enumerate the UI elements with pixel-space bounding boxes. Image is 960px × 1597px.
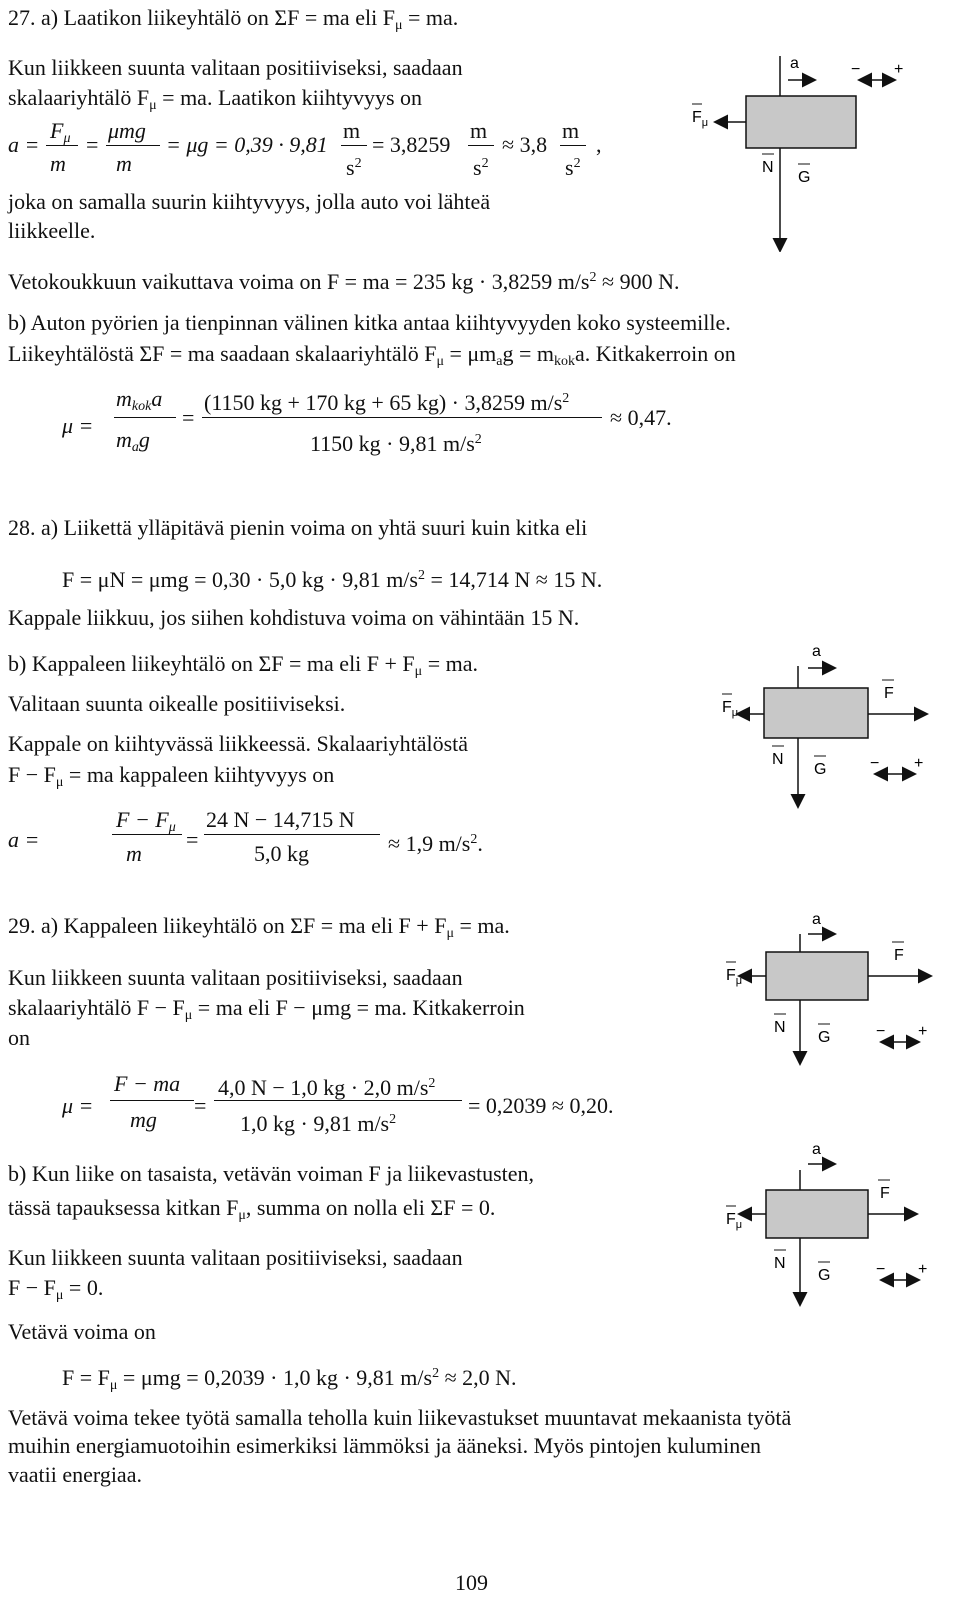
minus-sign: − <box>851 61 861 78</box>
acceleration-label: a <box>790 55 799 72</box>
p28-line2: F = μN = μmg = 0,30 · 5,0 kg · 9,81 $m/s^2 = 14,714$ N ≈ 15 N. <box>62 567 603 592</box>
p27-line3: skalaariyhtälö $F_\mu$ = ma. Laatikon kiihtyvyys on <box>8 85 423 113</box>
p27-line7: Vetokoukkuun vaikuttava voima on F = ma = 235 kg · 3,8259 $m/s^2 \approx 900$ N. <box>8 269 680 294</box>
box <box>766 1190 868 1238</box>
minus-sign: − <box>876 1023 886 1040</box>
gravity-label: G <box>798 169 811 186</box>
p27-line2: Kun liikkeen suunta valitaan positiiviseksi, saadaan <box>8 55 463 80</box>
gravity-label: G <box>818 1029 831 1046</box>
friction-label: $F_\mu$ <box>726 967 743 987</box>
acceleration-label: a <box>812 643 821 660</box>
minus-sign: − <box>876 1261 886 1278</box>
p29b-line1: b) Kun liike on tasaista, vetävän voiman F ja liikevastusten, <box>8 1161 535 1186</box>
p27b-line1: b) Auton pyörien ja tienpinnan välinen kitka antaa kiihtyvyyden koko systeemille. <box>8 310 731 335</box>
box <box>764 688 868 738</box>
plus-sign: + <box>918 1023 928 1040</box>
friction-label: $F_\mu$ <box>726 1211 743 1231</box>
p29b-force-diagram <box>720 1134 950 1314</box>
p29a-force-diagram <box>720 908 950 1068</box>
p29-line1: 29. a) Kappaleen liikeyhtälö on ΣF = ma eli $F + F_\mu$ = ma. <box>8 913 510 941</box>
acceleration-label: a <box>812 911 821 928</box>
normal-label: N <box>772 751 784 768</box>
p28-line6: Kappale on kiihtyvässä liikkeessä. Skalaariyhtälöstä <box>8 731 469 756</box>
normal-label: N <box>774 1255 786 1272</box>
normal-label: N <box>774 1019 786 1036</box>
page-number: 109 <box>455 1570 488 1595</box>
friction-label: $F_\mu$ <box>722 699 739 719</box>
pull-force-label: F <box>884 685 894 702</box>
p29b-line2: tässä tapauksessa kitkan $F_\mu$, summa on nolla eli ΣF = 0. <box>8 1195 496 1223</box>
friction-label: $F_\mu$ <box>692 109 709 129</box>
p29b-line9: vaatii energiaa. <box>8 1462 142 1487</box>
box <box>746 96 856 148</box>
acceleration-label: a <box>812 1141 821 1158</box>
p29-line4: on <box>8 1025 30 1050</box>
plus-sign: + <box>894 61 904 78</box>
minus-sign: − <box>870 755 880 772</box>
p29b-line4: $F - F_\mu = 0$. <box>8 1275 104 1303</box>
box <box>766 952 868 1000</box>
p29b-line5: Vetävä voima on <box>8 1319 156 1344</box>
gravity-label: G <box>818 1267 831 1284</box>
p29-line2: Kun liikkeen suunta valitaan positiiviseksi, saadaan <box>8 965 463 990</box>
p27-line1: 27. a) Laatikon liikeyhtälö on ΣF = ma eli $F_\mu$ = ma. <box>8 5 459 33</box>
normal-label: N <box>762 159 774 176</box>
p29-line3: skalaariyhtälö $F - F_\mu$ = ma eli F − μmg = ma. Kitkakerroin <box>8 995 525 1023</box>
gravity-label: G <box>814 761 827 778</box>
p28-line3: Kappale liikkuu, jos siihen kohdistuva voima on vähintään 15 N. <box>8 605 580 630</box>
p29b-line7: Vetävä voima tekee työtä samalla teholla kuin liikevastukset muuntavat mekaanista työtä <box>8 1405 792 1430</box>
pull-force-label: F <box>894 947 904 964</box>
p28-line1: 28. a) Liikettä ylläpitävä pienin voima on yhtä suuri kuin kitka eli <box>8 515 588 540</box>
p27-line6: liikkeelle. <box>8 218 96 243</box>
p29b-line3: Kun liikkeen suunta valitaan positiiviseksi, saadaan <box>8 1245 463 1270</box>
p28-line5: Valitaan suunta oikealle positiiviseksi. <box>8 691 346 716</box>
plus-sign: + <box>914 755 924 772</box>
p29b-line8: muihin energiamuotoihin esimerkiksi lämmöksi ja ääneksi. Myös pintojen kuluminen <box>8 1433 761 1458</box>
p28-line4: b) Kappaleen liikeyhtälö on ΣF = ma eli $F + F_\mu$ = ma. <box>8 651 478 679</box>
p27-force-diagram <box>686 50 926 252</box>
p28-force-diagram <box>716 636 946 816</box>
plus-sign: + <box>918 1261 928 1278</box>
p29b-line6: $F = F_\mu = \mu mg = 0,2039 \cdot 1,0$ kg · 9,81 $m/s^2 \approx 2,0$ N. <box>62 1365 517 1393</box>
p28-line7: $F - F_\mu$ = ma kappaleen kiihtyvyys on <box>8 762 335 790</box>
p27-line5: joka on samalla suurin kiihtyvyys, jolla auto voi lähteä <box>8 189 491 214</box>
p27b-line2: Liikeyhtälöstä ΣF = ma saadaan skalaariyhtälö $F_\mu = \mu m_ag = m_{kok}a$. Kitkakerroin on <box>8 341 736 369</box>
pull-force-label: F <box>880 1185 890 1202</box>
